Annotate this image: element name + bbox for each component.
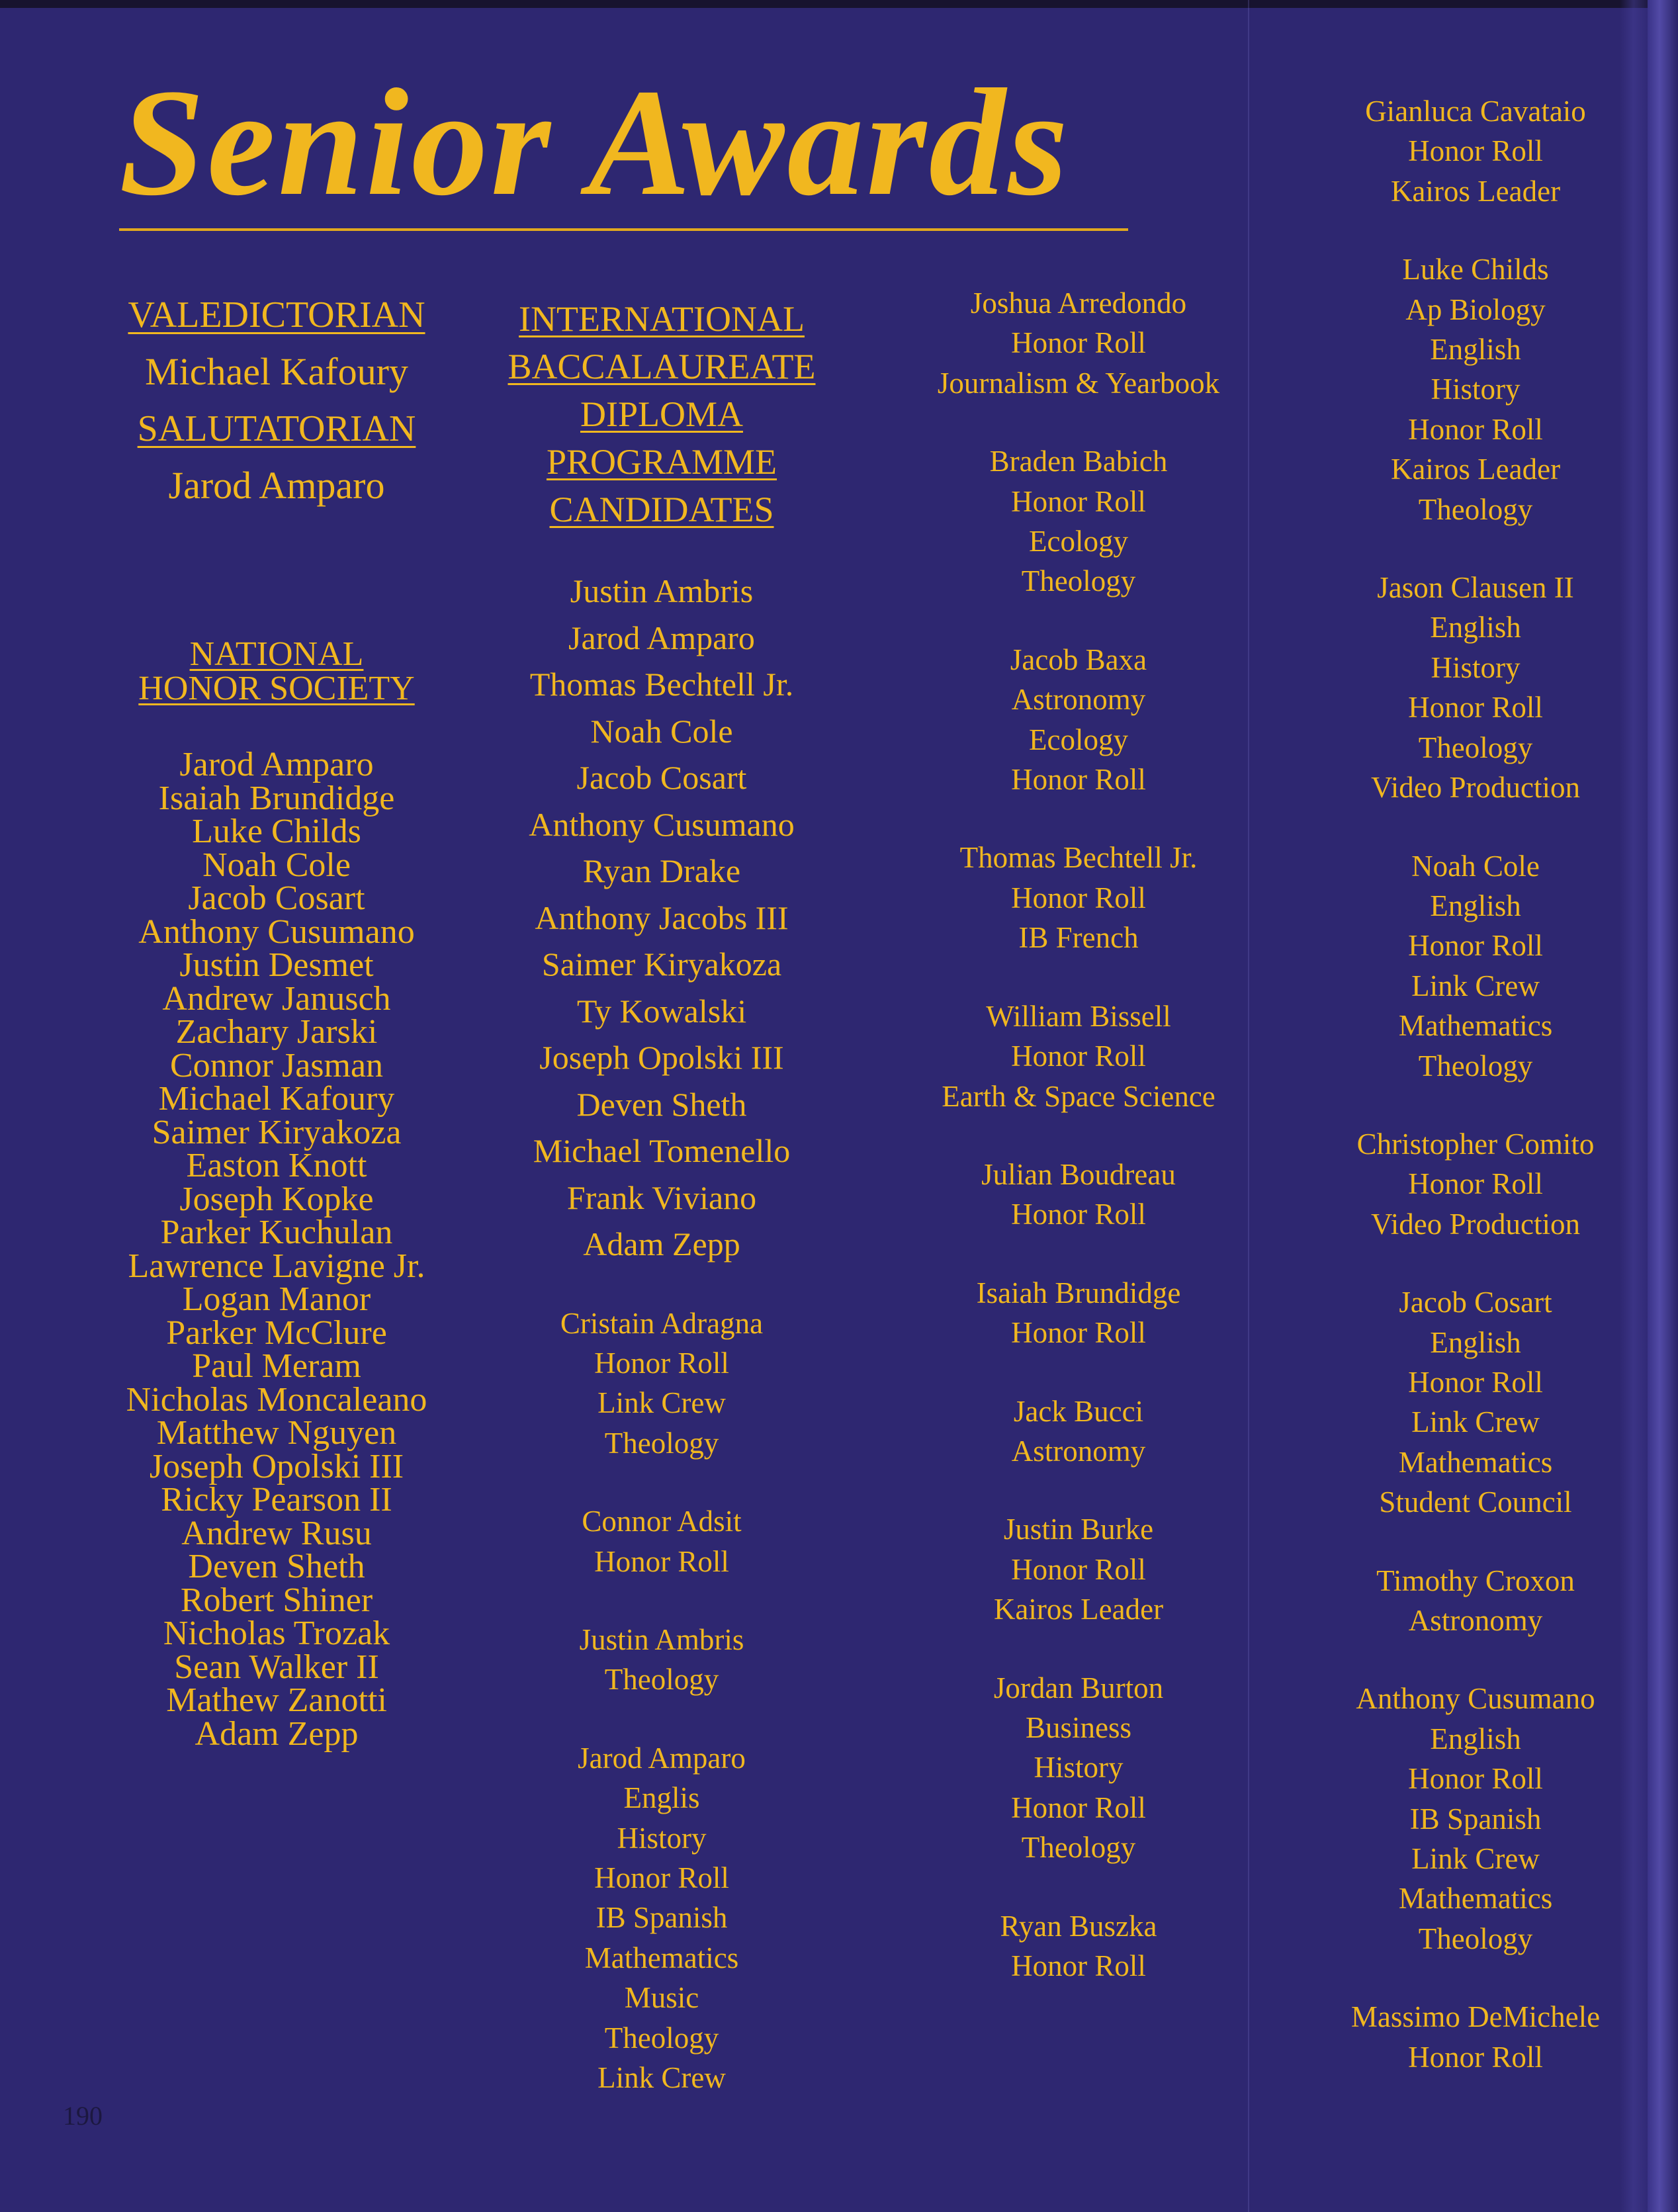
award-name: Link Crew: [597, 2061, 726, 2094]
nhs-heading-line2: HONOR SOCIETY: [138, 670, 415, 707]
nhs-member: Saimer Kiryakoza: [152, 1113, 402, 1151]
nhs-member: Joseph Kopke: [179, 1180, 374, 1218]
award-name: Honor Roll: [1011, 881, 1146, 914]
salutatorian-heading: SALUTATORIAN: [137, 408, 416, 449]
ib-heading-line: INTERNATIONAL: [519, 299, 805, 339]
nhs-member: Easton Knott: [186, 1147, 367, 1184]
student-name: Timothy Croxon: [1376, 1564, 1575, 1597]
nhs-member-list: [85, 748, 468, 1751]
award-entry: [1270, 846, 1678, 1086]
ib-candidate: Noah Cole: [590, 712, 733, 750]
nhs-section: [85, 637, 468, 1751]
award-entry: [463, 1738, 860, 2098]
award-name: Theology: [1418, 730, 1533, 764]
awards-list-col2: [463, 1304, 860, 2098]
award-name: Mathematics: [1398, 1445, 1553, 1479]
student-name: Ryan Buszka: [1000, 1909, 1157, 1943]
nhs-member: Andrew Janusch: [162, 979, 391, 1018]
nhs-member: Joseph Opolski III: [149, 1447, 404, 1485]
award-entry: [1270, 1561, 1678, 1641]
award-entry: [880, 996, 1277, 1116]
award-name: Theology: [1418, 492, 1533, 526]
award-name: Honor Roll: [1408, 1365, 1543, 1399]
ib-candidate: Ty Kowalski: [576, 992, 747, 1030]
student-name: Isaiah Brundidge: [976, 1276, 1181, 1309]
award-entry: [1270, 1282, 1678, 1522]
ib-candidate: Michael Tomenello: [533, 1132, 791, 1169]
ib-candidate-list: [463, 568, 860, 1268]
nhs-member: Nicholas Trozak: [163, 1615, 390, 1652]
award-name: Astronomy: [1408, 1604, 1543, 1637]
award-name: Honor Roll: [1011, 1198, 1146, 1231]
nhs-member: Deven Sheth: [188, 1548, 365, 1585]
student-name: Noah Cole: [1411, 849, 1540, 883]
nhs-member: Jarod Amparo: [179, 746, 374, 783]
student-name: Braden Babich: [989, 445, 1168, 478]
award-entry: [1270, 1997, 1678, 2077]
ib-candidate: Deven Sheth: [576, 1085, 747, 1123]
nhs-member: Mathew Zanotti: [166, 1681, 387, 1719]
page-top-edge: [0, 0, 1678, 8]
award-name: Kairos Leader: [993, 1593, 1164, 1626]
nhs-member: Andrew Rusu: [181, 1514, 372, 1552]
award-name: Theology: [1418, 1922, 1533, 1955]
award-name: Honor Roll: [1011, 326, 1146, 360]
award-name: Astronomy: [1011, 683, 1146, 717]
nhs-member: Michael Kafoury: [158, 1080, 395, 1118]
award-entry: [463, 1304, 860, 1464]
award-name: Theology: [604, 1426, 719, 1460]
award-entry: [880, 1155, 1277, 1235]
ib-candidate: Thomas Bechtell Jr.: [529, 666, 794, 703]
award-name: Journalism & Yearbook: [937, 366, 1220, 400]
ib-heading-line: CANDIDATES: [549, 490, 774, 529]
award-entry: [1270, 1679, 1678, 1959]
award-name: Link Crew: [1411, 1405, 1540, 1439]
student-name: Luke Childs: [1402, 253, 1549, 287]
award-name: Theology: [604, 1663, 719, 1697]
award-name: Theology: [1021, 1831, 1136, 1865]
nhs-member: Matthew Nguyen: [156, 1414, 397, 1452]
award-name: History: [617, 1821, 707, 1855]
student-name: Jordan Burton: [993, 1671, 1164, 1704]
student-name: Jack Bucci: [1013, 1394, 1144, 1428]
award-entry: [880, 838, 1277, 957]
award-name: IB French: [1018, 921, 1139, 955]
award-name: Honor Roll: [1011, 763, 1146, 797]
award-name: English: [1430, 1722, 1521, 1755]
nhs-member: Nicholas Moncaleano: [126, 1380, 427, 1419]
award-name: Mathematics: [584, 1941, 739, 1974]
award-name: Link Crew: [1411, 1842, 1540, 1876]
award-entry: [880, 1273, 1277, 1353]
nhs-member: Luke Childs: [192, 813, 361, 850]
student-name: Justin Ambris: [579, 1622, 744, 1656]
award-entry: [1270, 568, 1678, 807]
award-entry: [1270, 1124, 1678, 1244]
nhs-member: Isaiah Brundidge: [158, 779, 395, 817]
nhs-member: Adam Zepp: [195, 1714, 359, 1753]
award-name: Video Production: [1370, 771, 1580, 805]
student-name: Jacob Cosart: [1399, 1286, 1552, 1319]
award-name: Honor Roll: [594, 1346, 729, 1380]
award-name: Video Production: [1370, 1207, 1580, 1241]
award-name: Honor Roll: [1408, 2040, 1543, 2074]
award-name: Honor Roll: [594, 1861, 729, 1894]
award-name: Honor Roll: [594, 1544, 729, 1578]
ib-heading-line: BACCALAUREATE: [508, 347, 816, 386]
nhs-member: Robert Shiner: [180, 1581, 373, 1619]
award-entry: [880, 441, 1277, 601]
award-name: IB Spanish: [1409, 1802, 1542, 1836]
award-name: Mathematics: [1398, 1882, 1553, 1916]
student-name: Connor Adsit: [582, 1505, 742, 1538]
award-name: English: [1430, 333, 1521, 367]
award-name: Ecology: [1029, 525, 1128, 558]
award-name: Theology: [1418, 1049, 1533, 1083]
award-name: English: [1430, 889, 1521, 922]
award-entry: [1270, 249, 1678, 529]
award-name: Ap Biology: [1405, 292, 1546, 326]
award-entry: [880, 1509, 1277, 1629]
ib-candidate: Adam Zepp: [583, 1225, 740, 1262]
award-entry: [1270, 91, 1678, 211]
award-name: History: [1431, 650, 1521, 684]
student-name: Gianluca Cavataio: [1365, 95, 1586, 128]
award-name: Honor Roll: [1408, 929, 1543, 963]
award-entry: [880, 1668, 1277, 1868]
awards-list-col4: [1270, 91, 1678, 2115]
nhs-member: Connor Jasman: [169, 1046, 384, 1084]
award-name: History: [1431, 373, 1521, 406]
award-entry: [880, 1906, 1277, 1986]
award-name: Honor Roll: [1011, 1552, 1146, 1586]
award-name: Earth & Space Science: [942, 1079, 1215, 1113]
award-name: Honor Roll: [1011, 484, 1146, 518]
student-name: Thomas Bechtell Jr.: [959, 841, 1198, 875]
ib-candidate: Joseph Opolski III: [539, 1039, 784, 1076]
student-name: Julian Boudreau: [981, 1157, 1176, 1191]
award-name: Honor Roll: [1011, 1791, 1146, 1824]
ib-candidate: Anthony Jacobs III: [535, 899, 789, 936]
ib-candidate: Saimer Kiryakoza: [541, 946, 782, 983]
nhs-member: Zachary Jarski: [175, 1013, 378, 1051]
nhs-member: Anthony Cusumano: [138, 912, 415, 951]
award-name: History: [1034, 1751, 1124, 1785]
ib-candidate: Anthony Cusumano: [529, 805, 795, 843]
award-name: Student Council: [1379, 1485, 1572, 1519]
award-name: Honor Roll: [1408, 1167, 1543, 1201]
award-name: Ecology: [1029, 723, 1128, 756]
awards-list-col3: [880, 283, 1277, 2024]
student-name: William Bissell: [986, 999, 1171, 1033]
award-entry: [880, 1392, 1277, 1472]
nhs-member: Parker Kuchulan: [160, 1214, 393, 1251]
student-name: Jason Clausen II: [1377, 571, 1574, 605]
nhs-member: Jacob Cosart: [188, 879, 365, 917]
ib-heading-line: PROGRAMME: [546, 442, 777, 482]
nhs-heading-line1: NATIONAL: [189, 635, 364, 673]
award-name: Mathematics: [1398, 1009, 1553, 1043]
nhs-member: Noah Cole: [202, 846, 351, 884]
award-name: Honor Roll: [1408, 691, 1543, 725]
award-name: Theology: [604, 2021, 719, 2055]
ib-candidate: Jarod Amparo: [568, 619, 755, 656]
award-entry: [463, 1620, 860, 1700]
nhs-member: Justin Desmet: [179, 946, 374, 984]
nhs-member: Lawrence Lavigne Jr.: [128, 1247, 425, 1285]
nhs-member: Sean Walker II: [174, 1648, 379, 1686]
award-entry: [880, 283, 1277, 403]
ib-candidate: Ryan Drake: [582, 852, 741, 889]
title-underline: [119, 228, 1128, 231]
student-name: Jarod Amparo: [578, 1741, 746, 1775]
valedictorian-heading: VALEDICTORIAN: [128, 294, 425, 335]
student-name: Cristain Adragna: [560, 1306, 764, 1340]
award-name: Honor Roll: [1011, 1040, 1146, 1073]
page-number: 190: [63, 2101, 103, 2131]
award-name: Honor Roll: [1408, 1762, 1543, 1796]
award-entry: [880, 640, 1277, 800]
award-name: Theology: [1021, 564, 1136, 598]
award-name: Kairos Leader: [1390, 174, 1561, 208]
ib-candidate: Justin Ambris: [570, 572, 754, 609]
salutatorian-name: Jarod Amparo: [168, 464, 385, 507]
student-name: Anthony Cusumano: [1356, 1682, 1595, 1716]
award-entry: [463, 1501, 860, 1581]
award-name: IB Spanish: [596, 1901, 728, 1935]
student-name: Jacob Baxa: [1010, 642, 1147, 676]
student-name: Joshua Arredondo: [970, 287, 1187, 320]
award-name: Honor Roll: [1011, 1949, 1146, 1982]
award-name: Honor Roll: [1011, 1316, 1146, 1350]
student-name: Christopher Comito: [1356, 1127, 1595, 1161]
award-name: Astronomy: [1011, 1434, 1146, 1468]
award-name: Honor Roll: [1408, 412, 1543, 446]
award-name: Music: [624, 1981, 699, 2015]
student-name: Justin Burke: [1003, 1513, 1154, 1546]
award-name: Kairos Leader: [1390, 453, 1561, 486]
award-name: Link Crew: [1411, 969, 1540, 1002]
award-name: English: [1430, 611, 1521, 644]
ib-heading-line: DIPLOMA: [580, 394, 743, 434]
award-name: Englis: [623, 1781, 700, 1815]
ib-candidate: Frank Viviano: [566, 1178, 757, 1216]
valedictorian-name: Michael Kafoury: [145, 350, 408, 393]
column-ib: [463, 295, 860, 2136]
award-name: English: [1430, 1325, 1521, 1359]
page-title: Senior Awards: [119, 58, 1071, 228]
nhs-member: Parker McClure: [166, 1313, 387, 1352]
nhs-member: Logan Manor: [182, 1280, 371, 1318]
nhs-member: Paul Meram: [192, 1347, 361, 1385]
award-name: Business: [1025, 1710, 1132, 1744]
nhs-member: Ricky Pearson II: [161, 1481, 392, 1519]
award-name: Honor Roll: [1408, 134, 1543, 168]
student-name: Massimo DeMichele: [1350, 2000, 1601, 2034]
ib-candidate: Jacob Cosart: [576, 759, 747, 796]
column-honors: [85, 291, 468, 519]
ib-heading: [463, 295, 860, 533]
award-name: Link Crew: [597, 1386, 726, 1420]
